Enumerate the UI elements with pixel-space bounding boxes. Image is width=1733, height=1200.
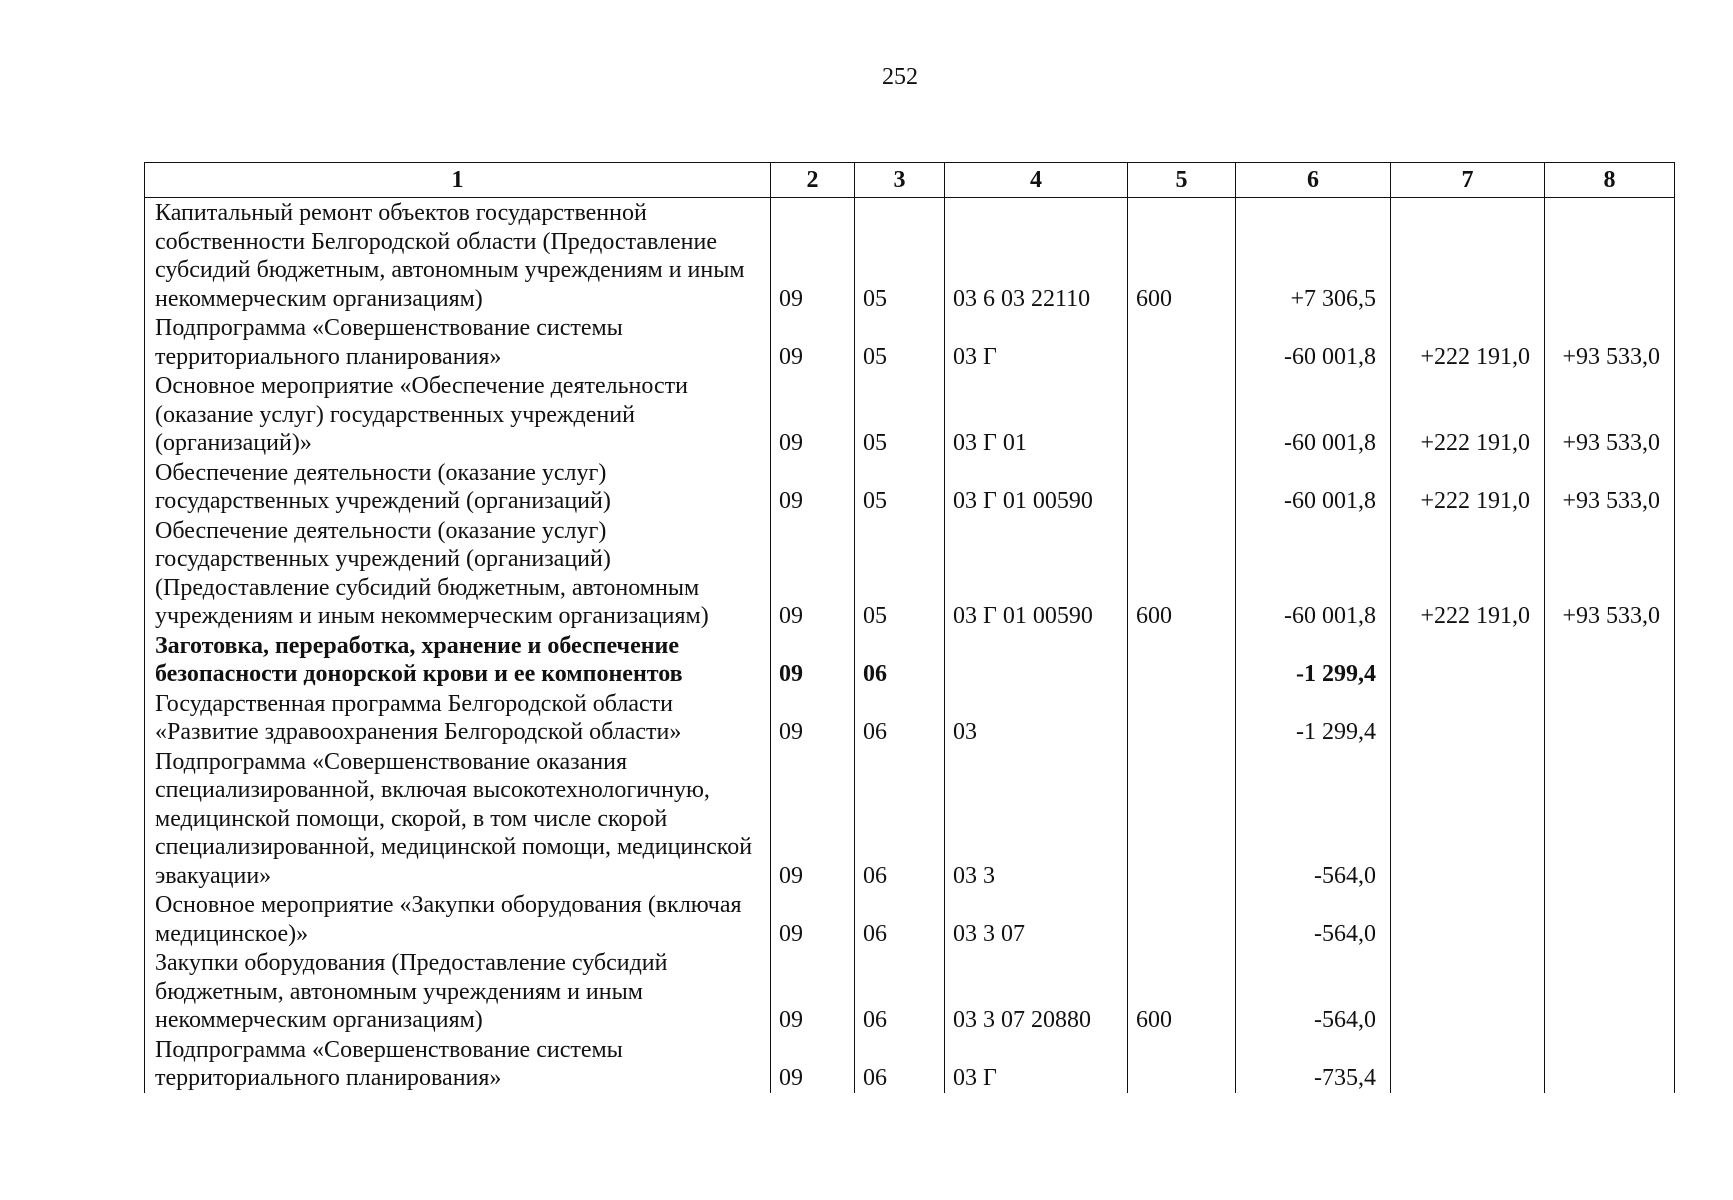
target-article-cell: 03 Г [945, 1035, 1128, 1093]
expense-type-cell [1128, 689, 1236, 747]
section-code-cell: 09 [771, 890, 855, 948]
subsection-code-cell: 05 [855, 516, 945, 631]
subsection-code-cell: 06 [855, 890, 945, 948]
amount-year2-cell [1391, 689, 1545, 747]
amount-year1-cell: -1 299,4 [1236, 689, 1391, 747]
target-article-cell: 03 3 07 [945, 890, 1128, 948]
subsection-code-cell: 05 [855, 458, 945, 516]
amount-year3-cell [1545, 948, 1675, 1035]
subsection-code-cell: 06 [855, 948, 945, 1035]
expense-type-cell: 600 [1128, 948, 1236, 1035]
amount-year3-cell [1545, 1035, 1675, 1093]
budget-table-wrapper [144, 162, 1674, 1093]
amount-year1-cell: -564,0 [1236, 890, 1391, 948]
table-row [145, 689, 1675, 747]
amount-year3-cell [1545, 747, 1675, 891]
target-article-cell: 03 [945, 689, 1128, 747]
section-code-cell: 09 [771, 371, 855, 458]
expense-type-cell [1128, 458, 1236, 516]
amount-year2-cell [1391, 747, 1545, 891]
amount-year1-cell: -564,0 [1236, 747, 1391, 891]
table-row [145, 516, 1675, 631]
column-header-7: 7 [1391, 163, 1545, 198]
amount-year1-cell: -564,0 [1236, 948, 1391, 1035]
amount-year1-cell: -60 001,8 [1236, 313, 1391, 371]
amount-year3-cell: +93 533,0 [1545, 371, 1675, 458]
row-name-cell: Капитальный ремонт объектов государственной собственности Белгородской области (Предоставление субсидий бюджетным, автономным учреждениям и иным некоммерческим организациям) [145, 198, 771, 314]
column-header-8: 8 [1545, 163, 1675, 198]
table-row-section [145, 631, 1675, 689]
expense-type-cell [1128, 747, 1236, 891]
amount-year3-cell: +93 533,0 [1545, 313, 1675, 371]
target-article-cell: 03 3 07 20880 [945, 948, 1128, 1035]
amount-year1-cell: +7 306,5 [1236, 198, 1391, 314]
section-code-cell: 09 [771, 689, 855, 747]
section-code-cell: 09 [771, 631, 855, 689]
amount-year2-cell: +222 191,0 [1391, 516, 1545, 631]
target-article-cell: 03 Г 01 00590 [945, 516, 1128, 631]
expense-type-cell [1128, 631, 1236, 689]
expense-type-cell [1128, 890, 1236, 948]
amount-year1-cell: -60 001,8 [1236, 458, 1391, 516]
row-name-cell: Основное мероприятие «Закупки оборудования (включая медицинское)» [145, 890, 771, 948]
column-header-1: 1 [145, 163, 771, 198]
target-article-cell: 03 Г [945, 313, 1128, 371]
amount-year2-cell [1391, 948, 1545, 1035]
section-code-cell: 09 [771, 313, 855, 371]
row-name-cell: Государственная программа Белгородской области «Развитие здравоохранения Белгородской области» [145, 689, 771, 747]
table-row [145, 890, 1675, 948]
row-name-cell: Заготовка, переработка, хранение и обеспечение безопасности донорской крови и ее компонентов [145, 631, 771, 689]
section-code-cell: 09 [771, 458, 855, 516]
table-row [145, 948, 1675, 1035]
subsection-code-cell: 05 [855, 313, 945, 371]
row-name-cell: Основное мероприятие «Обеспечение деятельности (оказание услуг) государственных учреждений (организаций)» [145, 371, 771, 458]
table-row [145, 458, 1675, 516]
header-row [145, 163, 1675, 198]
table-row [145, 371, 1675, 458]
row-name-cell: Обеспечение деятельности (оказание услуг) государственных учреждений (организаций) (Предоставление субсидий бюджетным, автономным учреждениям и иным некоммерческим организациям) [145, 516, 771, 631]
amount-year2-cell: +222 191,0 [1391, 313, 1545, 371]
table-row [145, 198, 1675, 314]
amount-year3-cell: +93 533,0 [1545, 516, 1675, 631]
amount-year2-cell [1391, 1035, 1545, 1093]
target-article-cell: 03 3 [945, 747, 1128, 891]
section-code-cell: 09 [771, 1035, 855, 1093]
amount-year2-cell [1391, 631, 1545, 689]
row-name-cell: Подпрограмма «Совершенствование системы территориального планирования» [145, 1035, 771, 1093]
amount-year2-cell: +222 191,0 [1391, 458, 1545, 516]
table-row [145, 1035, 1675, 1093]
target-article-cell [945, 631, 1128, 689]
expense-type-cell: 600 [1128, 198, 1236, 314]
target-article-cell: 03 6 03 22110 [945, 198, 1128, 314]
subsection-code-cell: 05 [855, 198, 945, 314]
section-code-cell: 09 [771, 948, 855, 1035]
row-name-cell: Обеспечение деятельности (оказание услуг) государственных учреждений (организаций) [145, 458, 771, 516]
expense-type-cell [1128, 313, 1236, 371]
target-article-cell: 03 Г 01 [945, 371, 1128, 458]
column-header-2: 2 [771, 163, 855, 198]
row-name-cell: Подпрограмма «Совершенствование системы территориального планирования» [145, 313, 771, 371]
expense-type-cell: 600 [1128, 516, 1236, 631]
subsection-code-cell: 06 [855, 631, 945, 689]
expense-type-cell [1128, 1035, 1236, 1093]
amount-year3-cell [1545, 198, 1675, 314]
section-code-cell: 09 [771, 747, 855, 891]
amount-year3-cell [1545, 890, 1675, 948]
table-row [145, 313, 1675, 371]
row-name-cell: Закупки оборудования (Предоставление субсидий бюджетным, автономным учреждениям и иным некоммерческим организациям) [145, 948, 771, 1035]
section-code-cell: 09 [771, 516, 855, 631]
expense-type-cell [1128, 371, 1236, 458]
subsection-code-cell: 06 [855, 1035, 945, 1093]
amount-year2-cell [1391, 198, 1545, 314]
column-header-6: 6 [1236, 163, 1391, 198]
column-header-4: 4 [945, 163, 1128, 198]
table-row [145, 747, 1675, 891]
amount-year2-cell [1391, 890, 1545, 948]
row-name-cell: Подпрограмма «Совершенствование оказания специализированной, включая высокотехнологичную, медицинской помощи, скорой, в том числе скорой специализированной, медицинской помощи, медицинской эвакуации» [145, 747, 771, 891]
subsection-code-cell: 06 [855, 689, 945, 747]
budget-table [144, 162, 1675, 1093]
amount-year3-cell [1545, 689, 1675, 747]
amount-year2-cell: +222 191,0 [1391, 371, 1545, 458]
subsection-code-cell: 06 [855, 747, 945, 891]
amount-year1-cell: -735,4 [1236, 1035, 1391, 1093]
amount-year3-cell [1545, 631, 1675, 689]
column-header-3: 3 [855, 163, 945, 198]
column-header-5: 5 [1128, 163, 1236, 198]
amount-year1-cell: -1 299,4 [1236, 631, 1391, 689]
page-number: 252 [882, 64, 918, 90]
section-code-cell: 09 [771, 198, 855, 314]
subsection-code-cell: 05 [855, 371, 945, 458]
amount-year1-cell: -60 001,8 [1236, 516, 1391, 631]
target-article-cell: 03 Г 01 00590 [945, 458, 1128, 516]
amount-year3-cell: +93 533,0 [1545, 458, 1675, 516]
amount-year1-cell: -60 001,8 [1236, 371, 1391, 458]
